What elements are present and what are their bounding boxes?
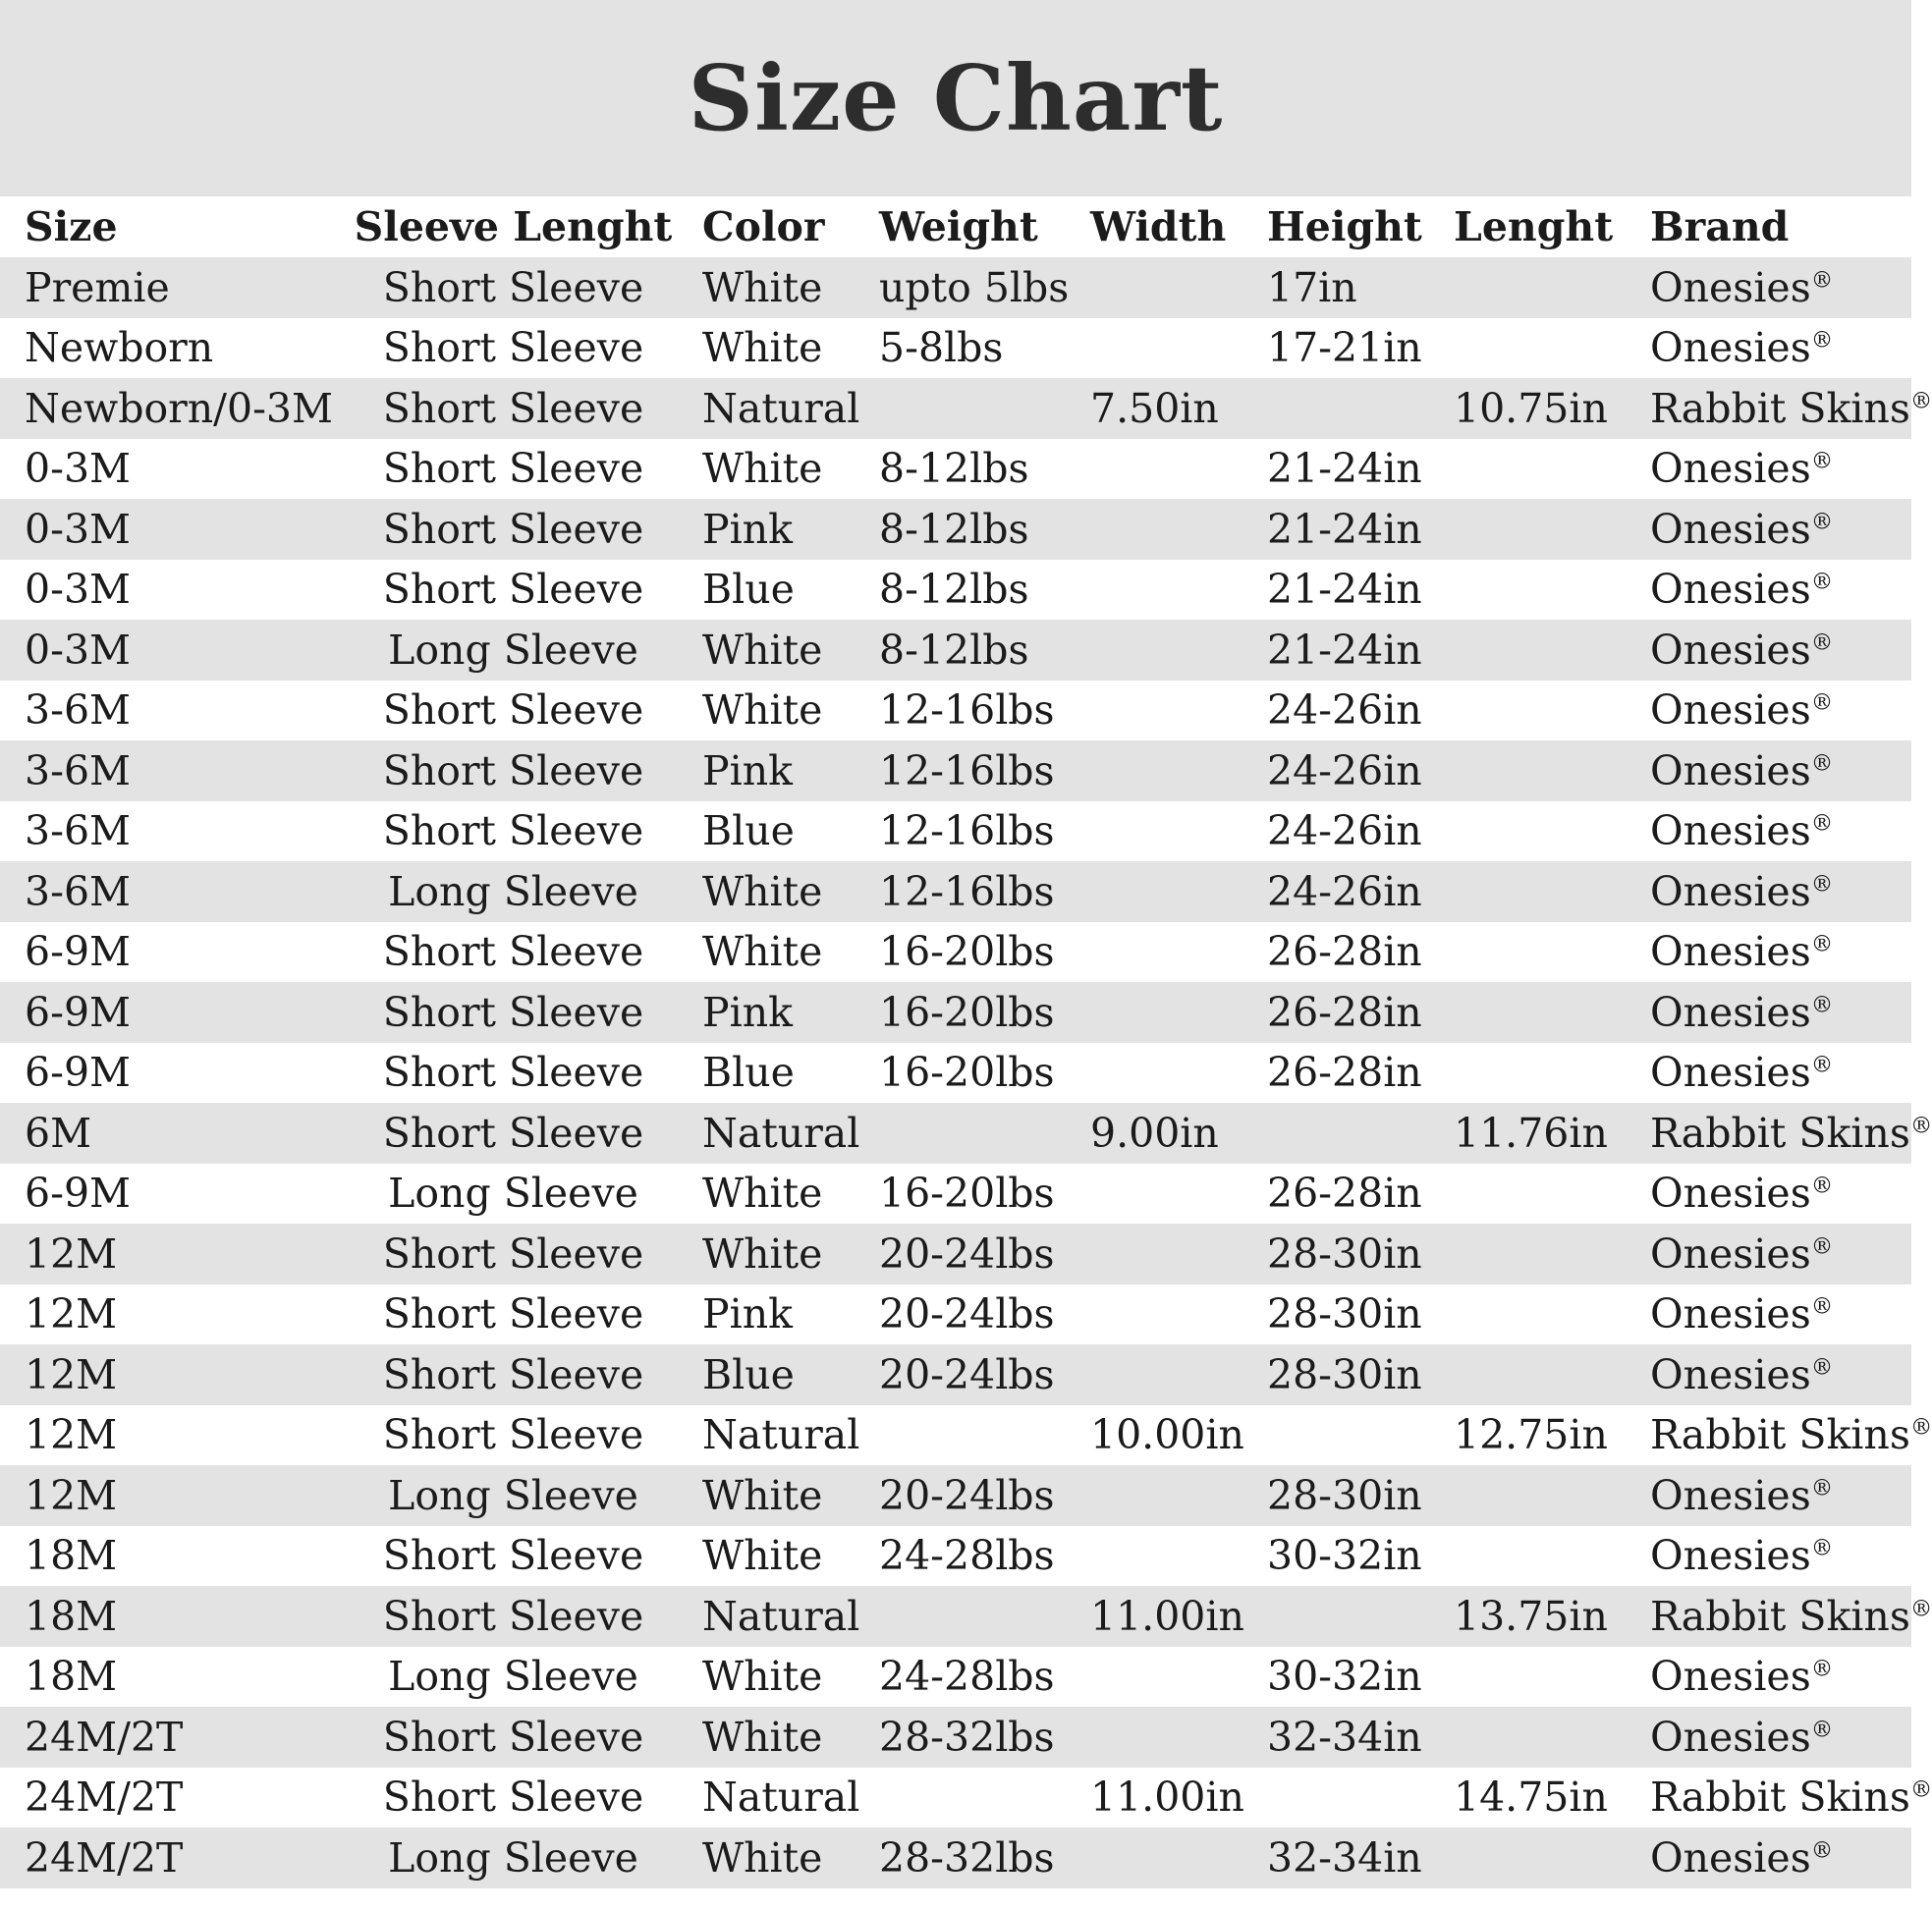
table-row: [0, 922, 1911, 983]
cell-width: [1076, 1647, 1252, 1708]
cell-brand: Onesies®: [1650, 867, 1834, 915]
cell-length: [1439, 861, 1635, 922]
table-row: [0, 982, 1911, 1043]
cell-color: White: [702, 324, 823, 372]
cell-width: 7.50in: [1090, 384, 1219, 432]
cell-brand: Onesies®: [1650, 1350, 1834, 1398]
cell-weight: [864, 378, 1076, 439]
cell-size: 0-3M: [25, 445, 132, 493]
cell-weight: 8-12lbs: [879, 626, 1029, 674]
cell-height: 17-21in: [1267, 324, 1422, 372]
column-header-weight: Weight: [864, 196, 1076, 257]
cell-size: 0-3M: [25, 505, 132, 553]
table-row: [0, 1103, 1911, 1164]
cell-size: Newborn: [25, 324, 214, 372]
cell-brand: Rabbit Skins®: [1650, 1411, 1932, 1459]
cell-weight: 20-24lbs: [879, 1471, 1055, 1519]
registered-trademark-symbol: ®: [1909, 1596, 1932, 1622]
registered-trademark-symbol: ®: [1810, 327, 1834, 354]
cell-height: [1252, 1586, 1439, 1647]
cell-length: [1439, 318, 1635, 379]
registered-trademark-symbol: ®: [1810, 1052, 1834, 1078]
cell-sleeve-length: Short Sleeve: [382, 746, 644, 794]
registered-trademark-symbol: ®: [1810, 267, 1834, 294]
cell-color: White: [702, 1713, 823, 1761]
registered-trademark-symbol: ®: [1810, 1717, 1834, 1743]
cell-sleeve-length: Short Sleeve: [382, 1350, 644, 1398]
cell-size: 12M: [25, 1229, 118, 1278]
cell-sleeve-length: Short Sleeve: [382, 1049, 644, 1097]
cell-brand: Onesies®: [1650, 686, 1834, 735]
cell-length: [1439, 681, 1635, 741]
cell-color: Pink: [702, 505, 793, 553]
cell-color: White: [702, 1471, 823, 1519]
cell-sleeve-length: Short Sleeve: [382, 1713, 644, 1761]
cell-size: 6-9M: [25, 1049, 132, 1097]
table-row: [0, 740, 1911, 801]
cell-brand: Onesies®: [1650, 1170, 1834, 1218]
cell-sleeve-length: Short Sleeve: [382, 324, 644, 372]
cell-height: 26-28in: [1267, 1049, 1422, 1097]
cell-width: [1076, 620, 1252, 681]
cell-color: White: [702, 1653, 823, 1701]
registered-trademark-symbol: ®: [1810, 750, 1834, 777]
cell-brand: Onesies®: [1650, 566, 1834, 614]
registered-trademark-symbol: ®: [1810, 448, 1834, 474]
cell-size: Newborn/0-3M: [25, 384, 333, 432]
cell-weight: 12-16lbs: [879, 807, 1055, 855]
table-row: [0, 1707, 1911, 1768]
cell-size: 24M/2T: [25, 1833, 184, 1882]
cell-width: [1076, 1465, 1252, 1526]
cell-length: [1439, 1526, 1635, 1587]
cell-sleeve-length: Long Sleeve: [388, 1170, 638, 1218]
cell-sleeve-length: Long Sleeve: [388, 1471, 638, 1519]
column-header-length: Lenght: [1439, 196, 1635, 257]
cell-sleeve-length: Long Sleeve: [388, 867, 638, 915]
cell-sleeve-length: Short Sleeve: [382, 1592, 644, 1640]
cell-length: [1439, 560, 1635, 621]
cell-color: Natural: [702, 1109, 860, 1157]
registered-trademark-symbol: ®: [1810, 509, 1834, 535]
cell-brand: Onesies®: [1650, 807, 1834, 855]
cell-sleeve-length: Short Sleeve: [382, 1411, 644, 1459]
registered-trademark-symbol: ®: [1909, 1113, 1932, 1139]
cell-height: [1252, 378, 1439, 439]
cell-size: 12M: [25, 1350, 118, 1398]
cell-height: 24-26in: [1267, 686, 1422, 735]
cell-width: [1076, 1164, 1252, 1225]
registered-trademark-symbol: ®: [1909, 1776, 1932, 1803]
cell-weight: [864, 1405, 1076, 1466]
size-chart-table: [0, 196, 1932, 1888]
cell-brand: Rabbit Skins®: [1650, 1592, 1932, 1640]
cell-height: 21-24in: [1267, 566, 1422, 614]
cell-weight: 12-16lbs: [879, 746, 1055, 794]
registered-trademark-symbol: ®: [1810, 569, 1834, 595]
cell-height: 24-26in: [1267, 746, 1422, 794]
registered-trademark-symbol: ®: [1810, 1656, 1834, 1682]
registered-trademark-symbol: ®: [1810, 1233, 1834, 1260]
cell-sleeve-length: Long Sleeve: [388, 1653, 638, 1701]
cell-size: 3-6M: [25, 867, 132, 915]
cell-sleeve-length: Short Sleeve: [382, 505, 644, 553]
cell-height: [1252, 1768, 1439, 1829]
cell-size: 18M: [25, 1653, 118, 1701]
cell-brand: Onesies®: [1650, 1653, 1834, 1701]
cell-weight: 20-24lbs: [879, 1229, 1055, 1278]
table-row: [0, 1828, 1911, 1888]
table-row: [0, 1768, 1911, 1829]
cell-width: 9.00in: [1090, 1109, 1219, 1157]
cell-sleeve-length: Long Sleeve: [388, 626, 638, 674]
cell-weight: 5-8lbs: [879, 324, 1004, 372]
cell-length: [1439, 1043, 1635, 1104]
cell-weight: [864, 1586, 1076, 1647]
cell-brand: Onesies®: [1650, 505, 1834, 553]
registered-trademark-symbol: ®: [1810, 1354, 1834, 1381]
cell-height: 26-28in: [1267, 988, 1422, 1036]
cell-height: 32-34in: [1267, 1713, 1422, 1761]
cell-color: White: [702, 928, 823, 976]
cell-color: Pink: [702, 746, 793, 794]
cell-height: 26-28in: [1267, 928, 1422, 976]
cell-size: 12M: [25, 1290, 118, 1338]
cell-size: 3-6M: [25, 807, 132, 855]
cell-color: White: [702, 1532, 823, 1580]
cell-weight: 24-28lbs: [879, 1532, 1055, 1580]
table-row: [0, 1344, 1911, 1405]
cell-brand: Onesies®: [1650, 324, 1834, 372]
cell-width: [1076, 499, 1252, 560]
cell-sleeve-length: Short Sleeve: [382, 1109, 644, 1157]
cell-size: 3-6M: [25, 686, 132, 735]
cell-height: 26-28in: [1267, 1170, 1422, 1218]
cell-height: 21-24in: [1267, 505, 1422, 553]
cell-height: 28-30in: [1267, 1471, 1422, 1519]
cell-size: 3-6M: [25, 746, 132, 794]
cell-length: [1439, 1465, 1635, 1526]
cell-sleeve-length: Short Sleeve: [382, 384, 644, 432]
cell-size: 6-9M: [25, 1170, 132, 1218]
table-row: [0, 1164, 1911, 1225]
cell-height: [1252, 1103, 1439, 1164]
cell-length: [1439, 257, 1635, 318]
cell-color: Blue: [702, 1049, 795, 1097]
cell-size: 12M: [25, 1471, 118, 1519]
table-row: [0, 1224, 1911, 1284]
registered-trademark-symbol: ®: [1909, 388, 1932, 414]
cell-height: 24-26in: [1267, 807, 1422, 855]
cell-brand: Onesies®: [1650, 928, 1834, 976]
cell-size: 18M: [25, 1592, 118, 1640]
cell-color: White: [702, 1170, 823, 1218]
title-band: [0, 0, 1911, 196]
cell-height: 30-32in: [1267, 1532, 1422, 1580]
cell-sleeve-length: Short Sleeve: [382, 1290, 644, 1338]
cell-weight: 12-16lbs: [879, 867, 1055, 915]
cell-width: [1076, 681, 1252, 741]
registered-trademark-symbol: ®: [1810, 931, 1834, 957]
cell-height: 28-30in: [1267, 1290, 1422, 1338]
registered-trademark-symbol: ®: [1810, 1293, 1834, 1320]
cell-width: [1076, 1344, 1252, 1405]
cell-width: [1076, 257, 1252, 318]
cell-length: 14.75in: [1454, 1774, 1608, 1822]
cell-size: 6-9M: [25, 988, 132, 1036]
cell-color: Natural: [702, 1774, 860, 1822]
table-row: [0, 378, 1911, 439]
cell-brand: Rabbit Skins®: [1650, 384, 1932, 432]
cell-brand: Onesies®: [1650, 263, 1834, 311]
cell-sleeve-length: Short Sleeve: [382, 1229, 644, 1278]
cell-weight: upto 5lbs: [879, 263, 1070, 311]
cell-color: White: [702, 1229, 823, 1278]
cell-width: [1076, 1224, 1252, 1284]
cell-length: 13.75in: [1454, 1592, 1608, 1640]
cell-width: [1076, 439, 1252, 500]
cell-length: [1439, 982, 1635, 1043]
cell-height: 32-34in: [1267, 1833, 1422, 1882]
cell-height: 28-30in: [1267, 1350, 1422, 1398]
cell-color: Blue: [702, 566, 795, 614]
cell-weight: 16-20lbs: [879, 1170, 1055, 1218]
cell-size: 0-3M: [25, 626, 132, 674]
cell-weight: 16-20lbs: [879, 988, 1055, 1036]
cell-width: [1076, 801, 1252, 862]
cell-sleeve-length: Short Sleeve: [382, 566, 644, 614]
cell-weight: [864, 1103, 1076, 1164]
table-row: [0, 1043, 1911, 1104]
cell-height: 21-24in: [1267, 445, 1422, 493]
table-row: [0, 861, 1911, 922]
cell-height: 17in: [1267, 263, 1357, 311]
cell-width: [1076, 318, 1252, 379]
cell-width: [1076, 982, 1252, 1043]
cell-width: [1076, 861, 1252, 922]
cell-length: [1439, 922, 1635, 983]
cell-size: 18M: [25, 1532, 118, 1580]
table-row: [0, 620, 1911, 681]
cell-color: Pink: [702, 1290, 793, 1338]
cell-weight: 16-20lbs: [879, 1049, 1055, 1097]
cell-brand: Rabbit Skins®: [1650, 1109, 1932, 1157]
cell-width: [1076, 1284, 1252, 1345]
cell-length: [1439, 620, 1635, 681]
cell-brand: Onesies®: [1650, 1049, 1834, 1097]
cell-color: White: [702, 626, 823, 674]
cell-size: Premie: [25, 263, 170, 311]
cell-sleeve-length: Short Sleeve: [382, 263, 644, 311]
registered-trademark-symbol: ®: [1810, 1535, 1834, 1561]
column-header-sleeve-length: Sleeve Lenght: [339, 196, 688, 257]
column-header-height: Height: [1252, 196, 1439, 257]
cell-color: Blue: [702, 1350, 795, 1398]
cell-length: [1439, 1164, 1635, 1225]
cell-brand: Onesies®: [1650, 1229, 1834, 1278]
cell-height: 24-26in: [1267, 867, 1422, 915]
cell-size: 6M: [25, 1109, 92, 1157]
cell-weight: 20-24lbs: [879, 1290, 1055, 1338]
cell-brand: Onesies®: [1650, 445, 1834, 493]
cell-height: 30-32in: [1267, 1653, 1422, 1701]
cell-brand: Rabbit Skins®: [1650, 1774, 1932, 1822]
cell-length: [1439, 1707, 1635, 1768]
page-title: Size Chart: [688, 45, 1224, 151]
cell-width: [1076, 1526, 1252, 1587]
cell-width: [1076, 1043, 1252, 1104]
cell-weight: 12-16lbs: [879, 686, 1055, 735]
cell-sleeve-length: Short Sleeve: [382, 807, 644, 855]
cell-color: Blue: [702, 807, 795, 855]
cell-length: [1439, 1344, 1635, 1405]
table-row: [0, 318, 1911, 379]
column-header-brand: Brand: [1635, 196, 1911, 257]
table-row: [0, 439, 1911, 500]
cell-color: Natural: [702, 1411, 860, 1459]
cell-length: [1439, 1224, 1635, 1284]
column-header-width: Width: [1076, 196, 1252, 257]
cell-width: [1076, 922, 1252, 983]
cell-color: Pink: [702, 988, 793, 1036]
cell-length: [1439, 801, 1635, 862]
cell-length: 10.75in: [1454, 384, 1608, 432]
cell-length: 12.75in: [1454, 1411, 1608, 1459]
table-row: [0, 1405, 1911, 1466]
table-row: [0, 681, 1911, 741]
cell-width: [1076, 1828, 1252, 1888]
cell-brand: Onesies®: [1650, 746, 1834, 794]
cell-color: White: [702, 445, 823, 493]
cell-width: 11.00in: [1090, 1774, 1244, 1822]
cell-length: [1439, 740, 1635, 801]
cell-brand: Onesies®: [1650, 626, 1834, 674]
registered-trademark-symbol: ®: [1810, 1837, 1834, 1864]
cell-width: [1076, 740, 1252, 801]
table-row: [0, 1284, 1911, 1345]
table-row: [0, 1465, 1911, 1526]
cell-length: [1439, 439, 1635, 500]
cell-color: White: [702, 263, 823, 311]
header-row: [0, 196, 1911, 257]
registered-trademark-symbol: ®: [1810, 992, 1834, 1018]
cell-size: 6-9M: [25, 928, 132, 976]
cell-weight: 16-20lbs: [879, 928, 1055, 976]
cell-brand: Onesies®: [1650, 1532, 1834, 1580]
cell-length: [1439, 499, 1635, 560]
cell-weight: 8-12lbs: [879, 505, 1029, 553]
cell-sleeve-length: Short Sleeve: [382, 1774, 644, 1822]
cell-size: 12M: [25, 1411, 118, 1459]
cell-color: Natural: [702, 1592, 860, 1640]
cell-brand: Onesies®: [1650, 988, 1834, 1036]
cell-width: 11.00in: [1090, 1592, 1244, 1640]
cell-size: 0-3M: [25, 566, 132, 614]
cell-brand: Onesies®: [1650, 1471, 1834, 1519]
cell-width: 10.00in: [1090, 1411, 1244, 1459]
registered-trademark-symbol: ®: [1810, 689, 1834, 716]
cell-length: 11.76in: [1454, 1109, 1608, 1157]
cell-color: White: [702, 1833, 823, 1882]
cell-color: White: [702, 686, 823, 735]
table-row: [0, 1586, 1911, 1647]
cell-sleeve-length: Long Sleeve: [388, 1833, 638, 1882]
cell-weight: 28-32lbs: [879, 1833, 1055, 1882]
cell-brand: Onesies®: [1650, 1713, 1834, 1761]
cell-sleeve-length: Short Sleeve: [382, 686, 644, 735]
cell-weight: 8-12lbs: [879, 445, 1029, 493]
table-body: [0, 257, 1932, 1888]
cell-sleeve-length: Short Sleeve: [382, 928, 644, 976]
cell-length: [1439, 1828, 1635, 1888]
table-header: [0, 196, 1911, 257]
cell-color: Natural: [702, 384, 860, 432]
cell-weight: 28-32lbs: [879, 1713, 1055, 1761]
cell-height: 28-30in: [1267, 1229, 1422, 1278]
cell-length: [1439, 1284, 1635, 1345]
table-row: [0, 1647, 1911, 1708]
cell-size: 24M/2T: [25, 1713, 184, 1761]
cell-weight: 20-24lbs: [879, 1350, 1055, 1398]
cell-width: [1076, 1707, 1252, 1768]
cell-sleeve-length: Short Sleeve: [382, 445, 644, 493]
table-row: [0, 257, 1911, 318]
registered-trademark-symbol: ®: [1810, 1173, 1834, 1199]
cell-width: [1076, 560, 1252, 621]
registered-trademark-symbol: ®: [1810, 629, 1834, 656]
registered-trademark-symbol: ®: [1810, 1475, 1834, 1502]
table-row: [0, 801, 1911, 862]
registered-trademark-symbol: ®: [1909, 1414, 1932, 1441]
cell-sleeve-length: Short Sleeve: [382, 988, 644, 1036]
cell-length: [1439, 1647, 1635, 1708]
column-header-size: Size: [0, 196, 339, 257]
cell-brand: Onesies®: [1650, 1290, 1834, 1338]
registered-trademark-symbol: ®: [1810, 871, 1834, 898]
cell-weight: 24-28lbs: [879, 1653, 1055, 1701]
cell-height: [1252, 1405, 1439, 1466]
cell-weight: 8-12lbs: [879, 566, 1029, 614]
cell-color: White: [702, 867, 823, 915]
column-header-color: Color: [688, 196, 864, 257]
table-row: [0, 1526, 1911, 1587]
registered-trademark-symbol: ®: [1810, 810, 1834, 837]
table-row: [0, 560, 1911, 621]
table-row: [0, 499, 1911, 560]
cell-sleeve-length: Short Sleeve: [382, 1532, 644, 1580]
cell-size: 24M/2T: [25, 1774, 184, 1822]
cell-brand: Onesies®: [1650, 1833, 1834, 1882]
cell-weight: [864, 1768, 1076, 1829]
cell-height: 21-24in: [1267, 626, 1422, 674]
